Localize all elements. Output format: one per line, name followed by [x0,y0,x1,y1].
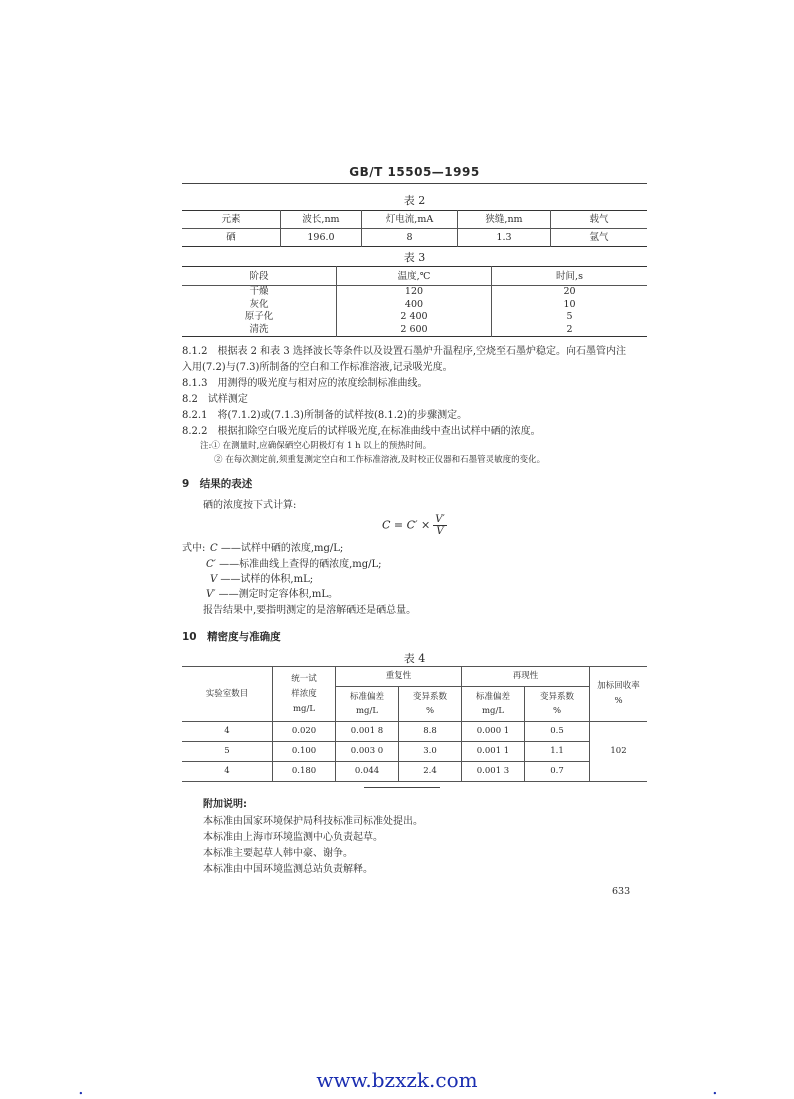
table2-header-cell: 灯电流,mA [362,211,458,229]
definition-line [210,541,343,556]
table4-header-sd [462,687,525,722]
attachment-line: 本标准由国家环境保护局科技标准司标准处提出。 [203,816,423,827]
end-rule [364,787,440,788]
table3-cell: 120 [337,286,492,299]
table4-cell: 0.001 1 [462,742,525,762]
table4-cell: 4 [182,722,273,742]
definition-line [210,572,313,587]
formula-lhs: C = C′ × [382,518,431,532]
table4-header-cv [399,687,462,722]
table2-cell: 1.3 [458,229,551,247]
header-line: 变异系数 [412,692,447,702]
heading-section-10: 10 精密度与准确度 [182,631,281,643]
header-line: 统一试 [291,673,317,684]
header-rule [182,183,647,184]
header-line: 标准偏差 [475,692,510,702]
table4-cell: 0.020 [273,722,336,742]
table2-cell: 8 [362,229,458,247]
table3-cell: 400 [337,299,492,312]
header-line: mg/L [292,703,315,714]
table2-cell: 氩气 [551,229,648,247]
definition-text: ——试样中硒的浓度,mg/L; [217,543,344,554]
para-8-1-3: 8.1.3 用测得的吸光度与相对应的浓度绘制标准曲线。 [182,378,428,389]
table-row [182,722,647,742]
para-8-2-2: 8.2.2 根据扣除空白吸光度后的试样吸光度,在标准曲线中查出试样中硒的浓度。 [182,426,541,437]
table2-header-cell: 元素 [182,211,281,229]
table2-header-cell: 狭缝,nm [458,211,551,229]
table4-cell: 8.8 [399,722,462,742]
footer-website-link[interactable]: www.bzxzk.com [316,1068,478,1092]
table4-header-recovery [590,667,648,722]
table3-cell: 2 400 [337,311,492,324]
definition-symbol: V′ [206,589,216,600]
header-line: mg/L [355,706,378,716]
table3 [182,266,647,337]
table4-cell: 0.001 8 [336,722,399,742]
table4-header-repeatability: 重复性 [336,667,462,687]
table4-cell: 0.001 3 [462,762,525,782]
attachment-title: 附加说明: [203,799,247,810]
table3-cell: 2 [492,324,648,337]
footer-dot-right: . [712,1078,718,1099]
table3-header-cell: 温度,℃ [337,267,492,286]
formula-denominator: V [436,526,444,537]
table4-caption: 表 4 [403,652,426,665]
attachment-line: 本标准由中国环境监测总站负责解释。 [203,864,373,875]
table2-cell: 硒 [182,229,281,247]
header-line: % [614,696,623,706]
table4-header-concentration [273,667,336,722]
table4 [182,666,647,782]
para-8-1-2-line1: 8.1.2 根据表 2 和表 3 选择波长等条件以及设置石墨炉升温程序,空烧至石墨炉稳定。向石墨管内注 [182,346,627,357]
table3-cell: 10 [492,299,648,312]
standard-code-header: GB/T 15505—1995 [349,165,480,179]
table-row [182,286,647,299]
para-8-2-1: 8.2.1 将(7.1.2)或(7.1.3)所制备的试样按(8.1.2)的步骤测定。 [182,410,468,421]
table3-cell: 原子化 [182,311,337,324]
definition-symbol: C [210,543,218,554]
note-1: 注:① 在测量时,应确保硒空心阴极灯有 1 h 以上的预热时间。 [200,441,432,451]
table2-caption: 表 2 [403,194,426,207]
table-row [182,742,647,762]
table3-header-cell: 阶段 [182,267,337,286]
attachment-line: 本标准主要起草人韩中豪、谢争。 [203,848,353,859]
table4-cell: 0.180 [273,762,336,782]
table3-cell: 干燥 [182,286,337,299]
definition-text: ——标准曲线上查得的硒浓度,mg/L; [215,559,382,570]
table-row [182,762,647,782]
table4-cell: 0.000 1 [462,722,525,742]
header-line: % [552,706,562,716]
table4-header-lab-count: 实验室数目 [182,667,273,722]
report-note: 报告结果中,要指明测定的是溶解硒还是硒总量。 [203,605,417,616]
definition-text: ——测定时定容体积,mL。 [215,589,338,600]
table3-cell: 2 600 [337,324,492,337]
table-row [182,311,647,324]
header-line: 变异系数 [539,692,574,702]
table4-cell: 0.7 [525,762,590,782]
table3-cell: 清洗 [182,324,337,337]
table4-cell: 0.5 [525,722,590,742]
definition-line [206,587,338,602]
header-line: mg/L [481,706,504,716]
definition-symbol: C′ [206,559,216,570]
table4-cell: 2.4 [399,762,462,782]
table3-cell: 灰化 [182,299,337,312]
page-number: 633 [612,886,631,897]
table3-cell: 5 [492,311,648,324]
table4-header-reproducibility: 再现性 [462,667,590,687]
note-2: ② 在每次测定前,须重复测定空白和工作标准溶液,及时校正仪器和石墨管灵敏度的变化。 [214,455,546,465]
heading-section-9: 9 结果的表述 [182,478,253,490]
table4-cell: 4 [182,762,273,782]
header-line: 加标回收率 [597,681,640,691]
attachment-line: 本标准由上海市环境监测中心负责起草。 [203,832,383,843]
formula-fraction [433,514,447,537]
table4-cell: 3.0 [399,742,462,762]
table4-cell: 1.1 [525,742,590,762]
definition-line [206,557,382,572]
table4-recovery-value: 102 [590,722,648,782]
table2-header-cell: 载气 [551,211,648,229]
where-label: 式中: [182,543,206,554]
table4-header-cv [525,687,590,722]
header-line: % [425,706,435,716]
table2 [182,210,647,247]
header-line: 标准偏差 [349,692,384,702]
heading-8-2: 8.2 试样测定 [182,394,248,405]
definition-text: ——试样的体积,mL; [217,574,314,585]
formula-intro: 硒的浓度按下式计算: [203,500,297,511]
table2-cell: 196.0 [281,229,362,247]
table2-header-cell: 波长,nm [281,211,362,229]
formula-numerator: V′ [435,514,445,525]
table3-header-cell: 时间,s [492,267,648,286]
para-8-1-2-line2: 入用(7.2)与(7.3)所制备的空白和工作标准溶液,记录吸光度。 [182,362,453,373]
table4-cell: 0.003 0 [336,742,399,762]
definition-symbol: V [210,574,218,585]
table-row [182,299,647,312]
table4-cell: 0.044 [336,762,399,782]
footer-dot-left: . [78,1078,84,1099]
table4-cell: 5 [182,742,273,762]
concentration-formula [382,514,447,537]
table3-caption: 表 3 [403,251,426,264]
table3-cell: 20 [492,286,648,299]
table-row [182,324,647,337]
table4-header-sd [336,687,399,722]
table4-cell: 0.100 [273,742,336,762]
header-line: 样浓度 [291,688,317,699]
